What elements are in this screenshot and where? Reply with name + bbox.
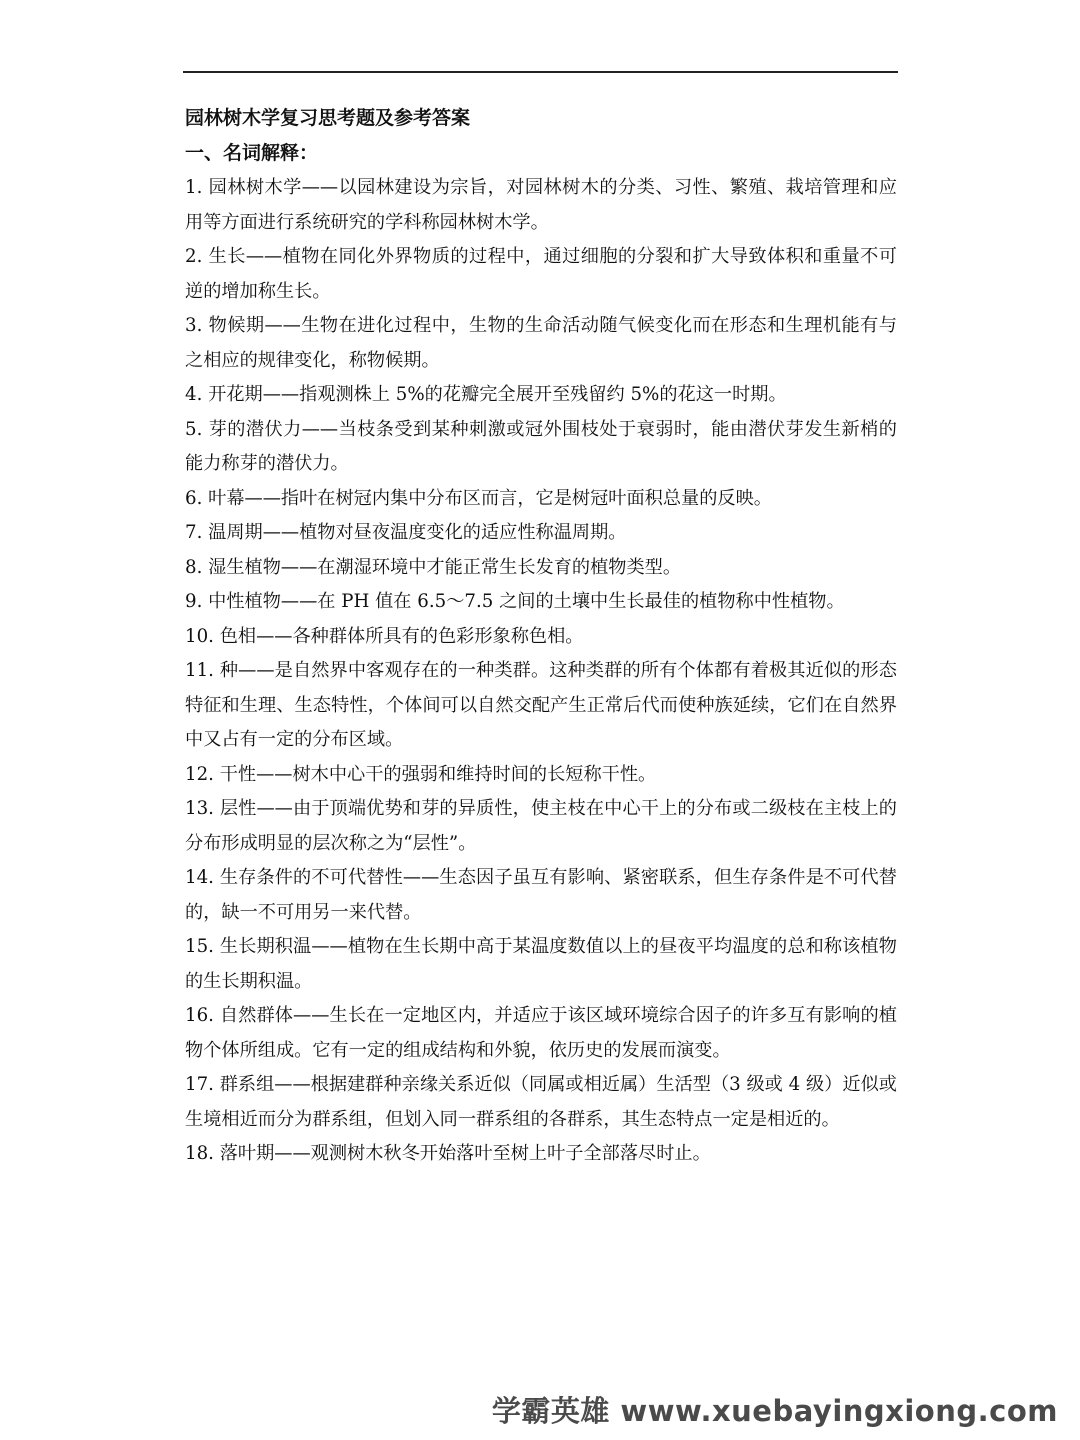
term-entry-2: 2. 生长——植物在同化外界物质的过程中，通过细胞的分裂和扩大导致体积和重量不可逆的增加称生长。 [185,246,897,302]
term-entry-5: 5. 芽的潜伏力——当枝条受到某种刺激或冠外围枝处于衰弱时，能由潜伏芽发生新梢的能力称芽的潜伏力。 [185,418,897,474]
term-entry-15: 15. 生长期积温——植物在生长期中高于某温度数值以上的昼夜平均温度的总和称该植物的生长期积温。 [185,936,897,992]
term-entry-6: 6. 叶幕——指叶在树冠内集中分布区而言，它是树冠叶面积总量的反映。 [185,487,772,509]
term-entry-3: 3. 物候期——生物在进化过程中，生物的生命活动随气候变化而在形态和生理机能有与之相应的规律变化，称物候期。 [185,315,897,371]
document-title: 园林树木学复习思考题及参考答案 [185,107,471,129]
term-entry-9: 9. 中性植物——在 PH 值在 6.5～7.5 之间的土壤中生长最佳的植物称中性植物。 [185,591,845,612]
term-entry-4: 4. 开花期——指观测株上 5%的花瓣完全展开至残留约 5%的花这一时期。 [185,384,787,405]
term-entry-8: 8. 湿生植物——在潮湿环境中才能正常生长发育的植物类型。 [185,556,682,578]
document-body [185,102,897,1172]
site-watermark: 学霸英雄 www.xuebayingxiong.com [491,1394,1058,1428]
term-entry-14: 14. 生存条件的不可代替性——生态因子虽互有影响、紧密联系，但生存条件是不可代替的，缺一不可用另一来代替。 [185,867,897,923]
term-entry-10: 10. 色相——各种群体所具有的色彩形象称色相。 [185,625,584,647]
header-rule [183,71,898,73]
term-entry-1: 1. 园林树木学——以园林建设为宗旨，对园林树木的分类、习性、繁殖、栽培管理和应用等方面进行系统研究的学科称园林树木学。 [185,177,897,233]
section-heading: 一、名词解释： [185,142,319,164]
term-entry-18: 18. 落叶期——观测树木秋冬开始落叶至树上叶子全部落尽时止。 [185,1143,711,1164]
term-entry-7: 7. 温周期——植物对昼夜温度变化的适应性称温周期。 [185,522,627,543]
term-list [185,171,897,1172]
term-entry-11: 11. 种——是自然界中客观存在的一种类群。这种类群的所有个体都有着极其近似的形态特征和生理、生态特性，个体间可以自然交配产生正常后代而使种族延续，它们在自然界中又占有一定的分布区域。 [185,660,897,750]
term-entry-17: 17. 群系组——根据建群种亲缘关系近似（同属或相近属）生活型（3 级或 4 级）近似或生境相近而分为群系组，但划入同一群系组的各群系，其生态特点一定是相近的。 [185,1074,897,1130]
term-entry-13: 13. 层性——由于顶端优势和芽的异质性，使主枝在中心干上的分布或二级枝在主枝上的分布形成明显的层次称之为“层性”。 [185,798,897,854]
term-entry-12: 12. 干性——树木中心干的强弱和维持时间的长短称干性。 [185,763,657,785]
term-entry-16: 16. 自然群体——生长在一定地区内，并适应于该区域环境综合因子的许多互有影响的植物个体所组成。它有一定的组成结构和外貌，依历史的发展而演变。 [185,1005,897,1061]
